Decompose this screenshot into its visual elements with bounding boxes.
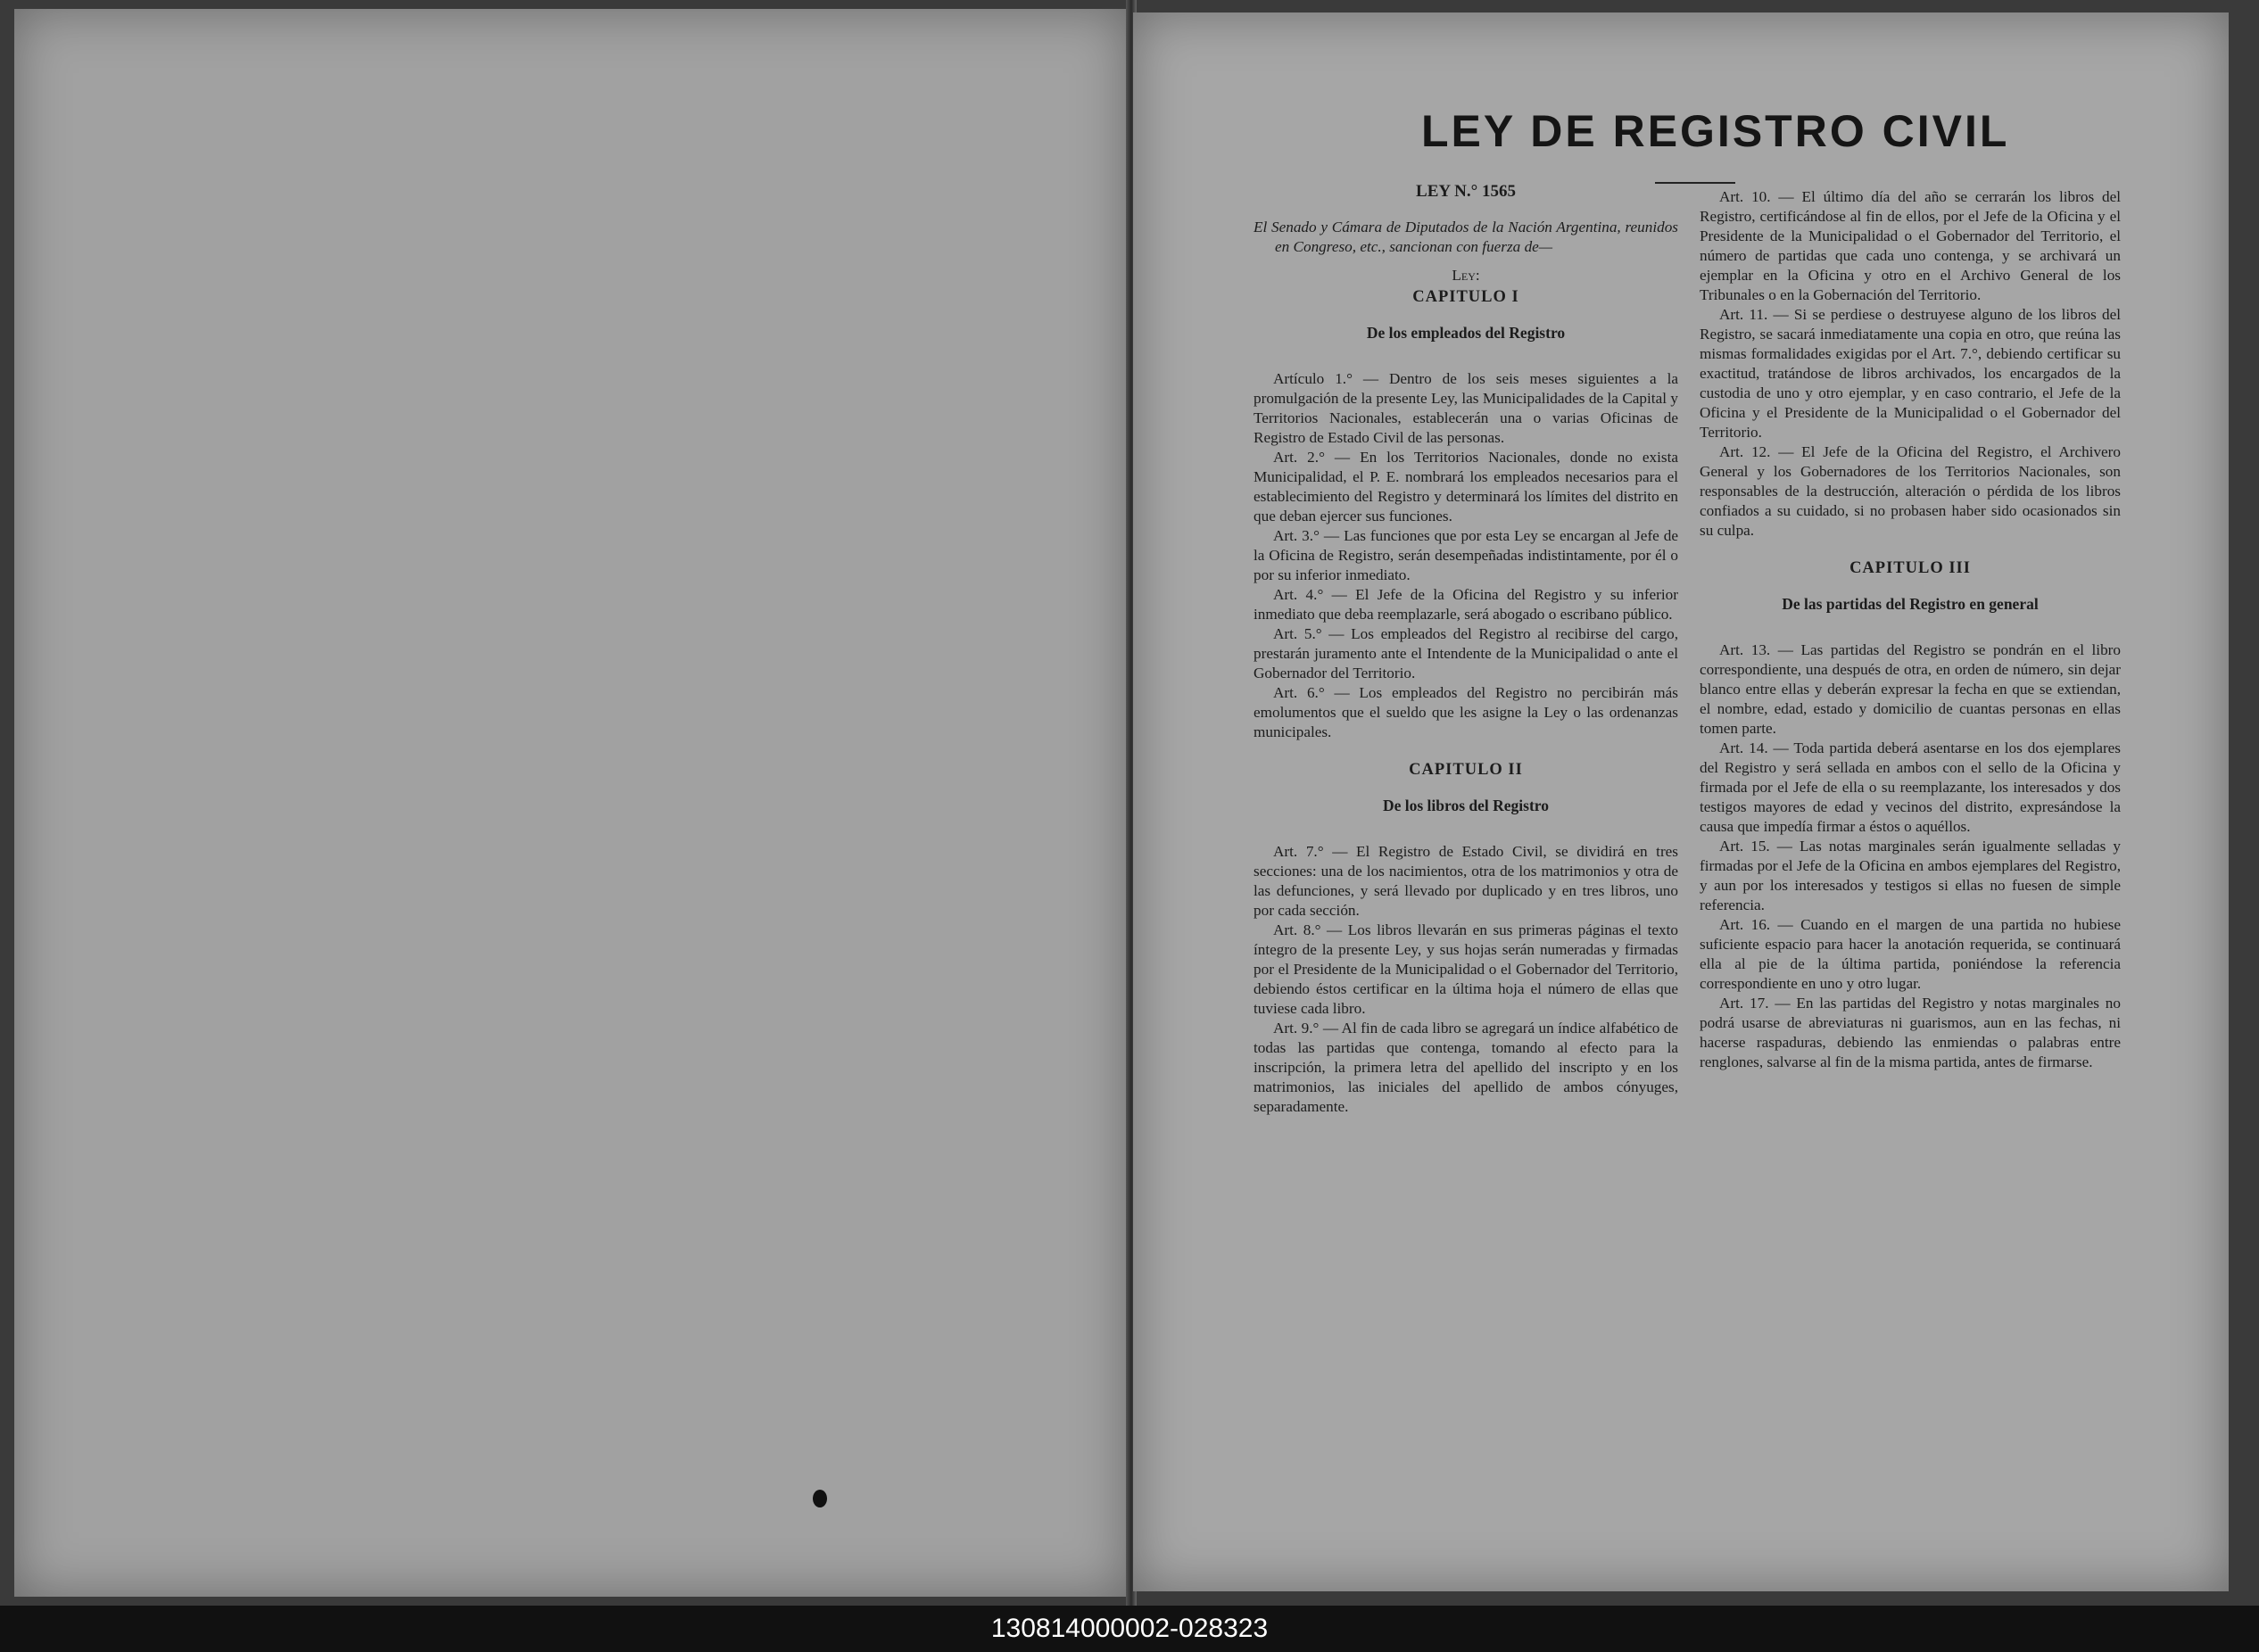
- article: Art. 9.° — Al fin de cada libro se agregará un índice alfabético de todas las partidas que contenga, tomando al efecto para la inscripción, la primera letra del apellido del inscripto y en los matrimonios, las iniciales del apellido de ambos cónyuges, separadamente.: [1254, 1020, 1678, 1115]
- article: Art. 12. — El Jefe de la Oficina del Registro, el Archivero General y los Gobernadores de los Territorios Nacionales, son responsables de la destrucción, alteración o pérdida de los libros confiados a su cuidado, si no probasen haber sido ocasionados sin su culpa.: [1700, 443, 2121, 539]
- ley-label: Ley:: [1452, 267, 1480, 284]
- article: Artículo 1.° — Dentro de los seis meses siguientes a la promulgación de la presente Ley, las Municipalidades de la Capital y Territorios Nacionales, establecerán una o varias Oficinas de Registro de Estado Civil de las personas.: [1254, 370, 1678, 446]
- article: Art. 16. — Cuando en el margen de una partida no hubiese suficiente espacio para hacer la anotación requerida, se continuará ella al pie de la última partida, poniéndose la referencia correspondiente en uno y otro lugar.: [1700, 916, 2121, 992]
- scan-identifier: 130814000002-028323: [990, 1614, 1269, 1643]
- article: Art. 4.° — El Jefe de la Oficina del Registro y su inferior inmediato que deba reemplazarle, será abogado o escribano público.: [1254, 586, 1678, 623]
- chapter-heading: CAPITULO II: [1409, 761, 1523, 779]
- article: Art. 7.° — El Registro de Estado Civil, se dividirá en tres secciones: una de los nacimientos, otra de los matrimonios y otra de las defunciones, y será llevado por duplicado y en tres libros, uno por cada sección.: [1254, 843, 1678, 919]
- left-blank-page: [14, 9, 1128, 1597]
- article: Art. 5.° — Los empleados del Registro al recibirse del cargo, prestarán juramento ante el Intendente de la Municipalidad o ante el Gobernador del Territorio.: [1254, 625, 1678, 681]
- article: Art. 17. — En las partidas del Registro y notas marginales no podrá usarse de abreviaturas ni guarismos, aun en las fechas, ni hacerse raspaduras, debiendo las enmiendas o palabras entre renglones, salvarse al fin de la misma partida, antes de firmarse.: [1700, 995, 2121, 1070]
- article: Art. 15. — Las notas marginales serán igualmente selladas y firmadas por el Jefe de la Oficina en ambos ejemplares del Registro, y aun por los interesados y testigos si ellas no fuesen de simple referencia.: [1700, 838, 2121, 913]
- chapter-heading: CAPITULO III: [1849, 559, 1971, 577]
- chapter-subheading: De los libros del Registro: [1382, 797, 1549, 814]
- article: Art. 3.° — Las funciones que por esta Ley se encargan al Jefe de la Oficina de Registro, serán desempeñadas indistintamente, por él o por su inferior inmediato.: [1254, 527, 1678, 583]
- document-title: LEY DE REGISTRO CIVIL: [1421, 106, 2010, 156]
- chapter-heading: CAPITULO I: [1412, 288, 1519, 306]
- text-column-left: [1254, 182, 1678, 1117]
- article: Art. 14. — Toda partida deberá asentarse en los dos ejemplares del Registro y será sellada en ambos con el sello de la Oficina y firmada por el Jefe de ella o su reemplazante, los interesados y dos testigos mayores de edad y vecinos del distrito, expresándose la causa que impedía firmar a éstos o aquéllos.: [1700, 739, 2121, 835]
- punch-hole: [813, 1490, 827, 1507]
- text-column-right: [1700, 187, 2121, 1072]
- preamble: El Senado y Cámara de Diputados de la Nación Argentina, reunidos en Congreso, etc., sancionan con fuerza de—: [1254, 219, 1678, 255]
- chapter-subheading: De las partidas del Registro en general: [1782, 595, 2039, 613]
- article: Art. 2.° — En los Territorios Nacionales, donde no exista Municipalidad, el P. E. nombrará los empleados necesarios para el establecimiento del Registro y determinará los límites del distrito en que deban ejercer sus funciones.: [1254, 449, 1678, 525]
- article: Art. 11. — Si se perdiese o destruyese alguno de los libros del Registro, se sacará inmediatamente una copia en otro, que reúna las mismas formalidades exigidas por el Art. 7.°, debiendo certificar su exactitud, tratándose de libros archivados, los encargados de la custodia de uno y otro ejemplar, y en caso contrario, el Jefe de la Oficina y el Presidente de la Municipalidad o el Gobernador del Territorio.: [1700, 306, 2121, 441]
- article: Art. 8.° — Los libros llevarán en sus primeras páginas el texto íntegro de la presente Ley, y sus hojas serán numeradas y firmadas por el Presidente de la Municipalidad o el Gobernador del Territorio, debiendo éstos certificar en la última hoja el número de ellas que tuviese cada libro.: [1254, 921, 1678, 1017]
- article: Art. 6.° — Los empleados del Registro no percibirán más emolumentos que el sueldo que les asigne la Ley o las ordenanzas municipales.: [1254, 684, 1678, 740]
- article: Art. 13. — Las partidas del Registro se pondrán en el libro correspondiente, una después de otra, en orden de número, sin dejar blanco entre ellas y deberán expresar la fecha en que se extiendan, el nombre, edad, estado y domicilio de cuantas personas en ellas tomen parte.: [1700, 641, 2121, 737]
- law-number: LEY N.° 1565: [1416, 182, 1516, 201]
- article: Art. 10. — El último día del año se cerrarán los libros del Registro, certificándose al fin de ellos, por el Jefe de la Oficina y el Presidente de la Municipalidad o el Gobernador del Territorio, el número de partidas que cada uno contenga, y se archivará un ejemplar en la Oficina y otro en el Archivo General de los Tribunales o en la Gobernación del Territorio.: [1700, 188, 2121, 303]
- chapter-subheading: De los empleados del Registro: [1366, 324, 1566, 342]
